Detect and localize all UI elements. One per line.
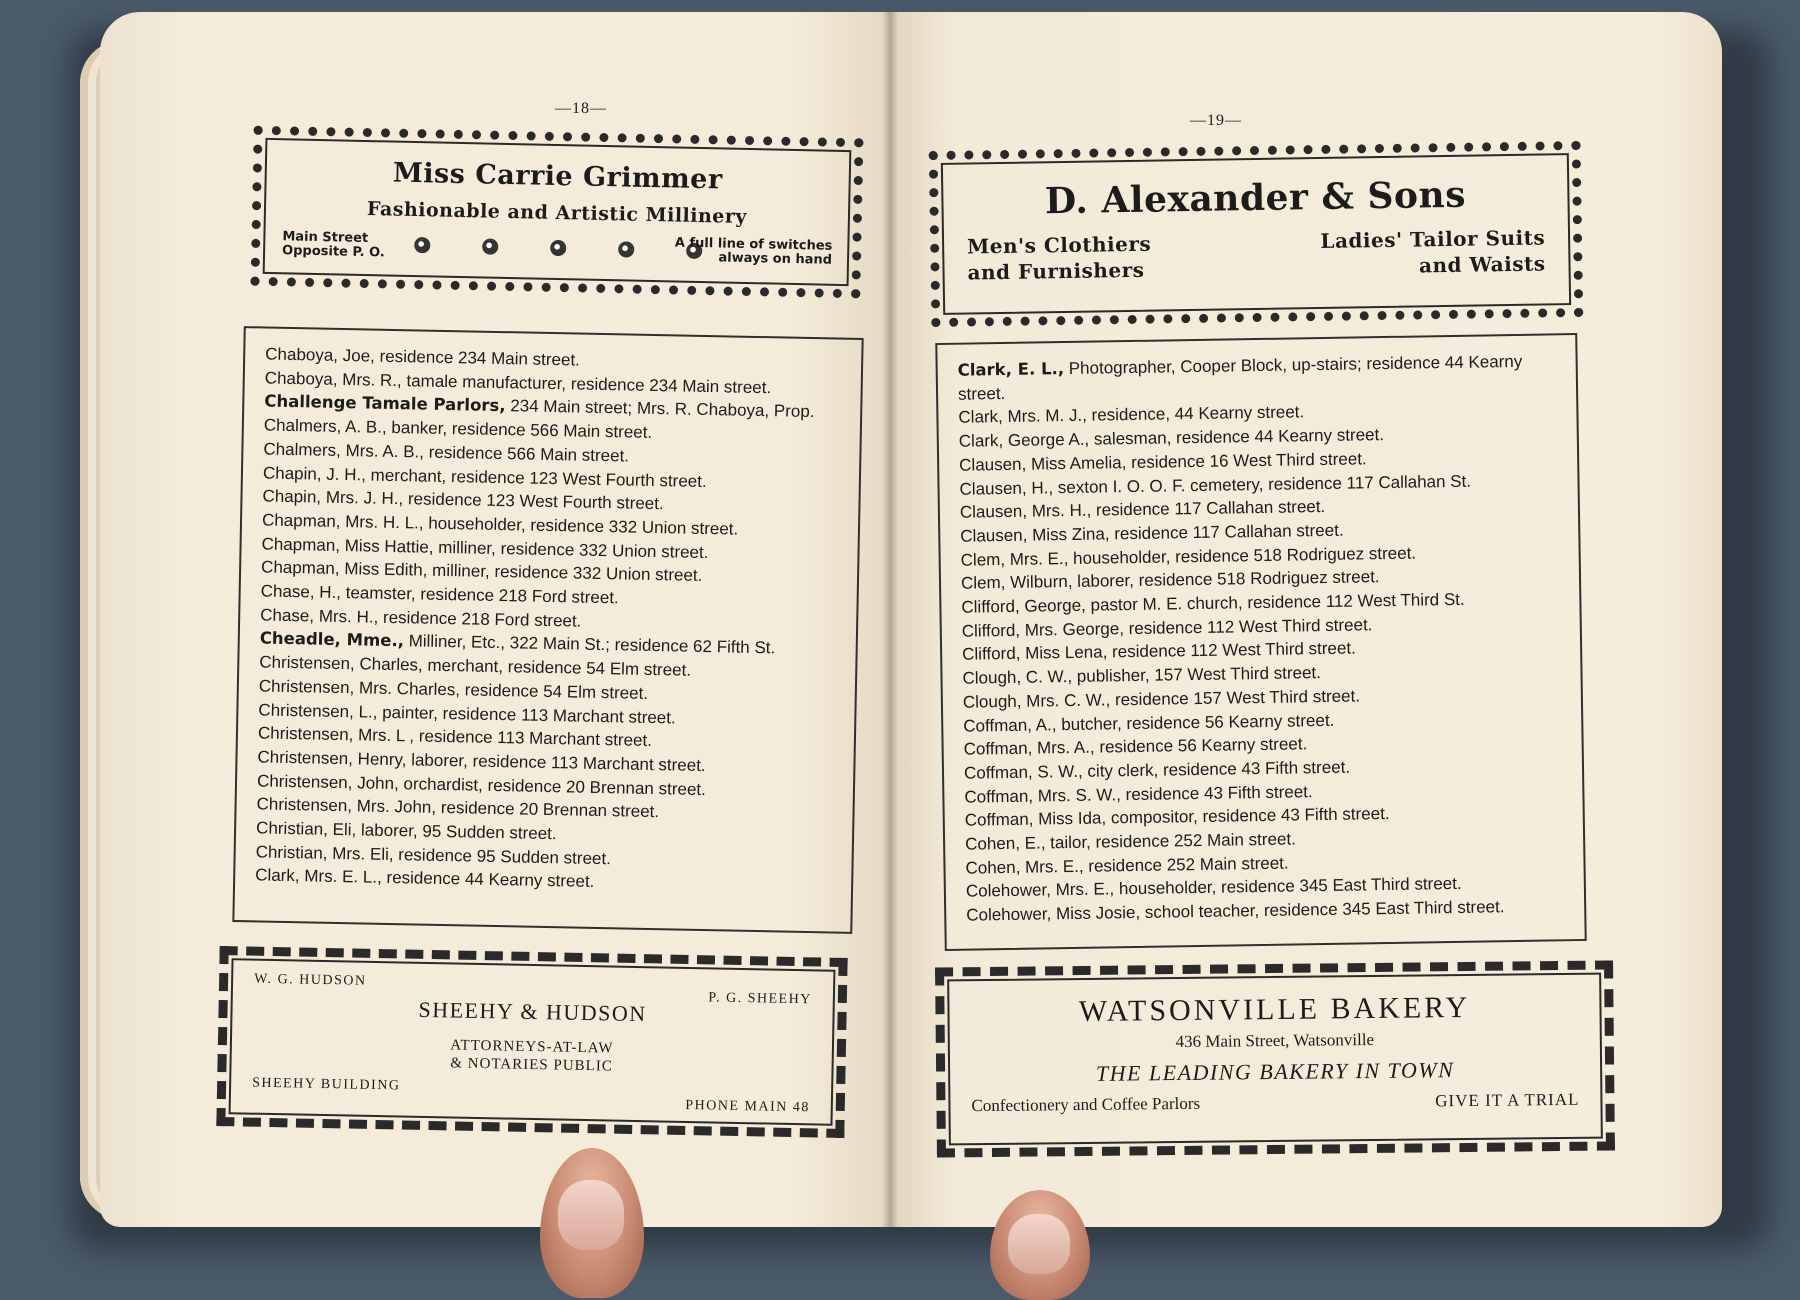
- firm-name: SHEEHY & HUDSON: [418, 996, 647, 1027]
- alexander-ad: [929, 141, 1584, 327]
- grimmer-note-line2: always on hand: [718, 250, 833, 268]
- directory-entry: Clough, C. W., publisher, 157 West Third street.: [962, 663, 1322, 688]
- directory-entry: Cohen, Mrs. E., residence 252 Main street.: [965, 853, 1289, 878]
- directory-entry-bold-name: Cheadle, Mme.,: [259, 628, 405, 651]
- alexander-left-line2: and Furnishers: [967, 257, 1145, 285]
- right-listing-box: [935, 333, 1586, 951]
- directory-entry: Chaboya, Joe, residence 234 Main street.: [265, 344, 581, 370]
- bakery-name: WATSONVILLE BAKERY: [1078, 990, 1471, 1029]
- directory-entry: Clark, George A., salesman, residence 44 Kearny street.: [958, 425, 1385, 451]
- partner-right: P. G. SHEEHY: [708, 990, 813, 1008]
- directory-entry-bold-name: Clark, E. L.,: [957, 359, 1065, 380]
- directory-entry: Clausen, Mrs. H., residence 117 Callahan street.: [959, 497, 1326, 522]
- partner-left: W. G. HUDSON: [254, 971, 367, 989]
- directory-entry: Clifford, George, pastor M. E. church, residence 112 West Third St.: [961, 589, 1465, 617]
- directory-entry: Christensen, Mrs. Charles, residence 54 Elm street.: [258, 676, 649, 703]
- firm-line2: & NOTARIES PUBLIC: [450, 1055, 613, 1075]
- directory-entry: Coffman, S. W., city clerk, residence 43 Fifth street.: [963, 757, 1351, 783]
- directory-entry: Clausen, Miss Zina, residence 117 Callahan street.: [960, 520, 1344, 546]
- directory-entry: Chapin, J. H., merchant, residence 123 West Fourth street.: [262, 463, 707, 491]
- directory-entry-details: Milliner, Etc., 322 Main St.; residence 62 Fifth St.: [403, 631, 776, 658]
- directory-entry: Coffman, Miss Ida, compositor, residence 43 Fifth street.: [964, 804, 1390, 831]
- directory-entry: Chaboya, Mrs. R., tamale manufacturer, residence 234 Main street.: [264, 368, 772, 397]
- right-page: [890, 12, 1722, 1227]
- directory-entry: Clough, Mrs. C. W., residence 157 West Third street.: [962, 686, 1361, 712]
- directory-entry: Clausen, Miss Amelia, residence 16 West Third street.: [959, 449, 1367, 475]
- directory-entry: Chalmers, Mrs. A. B., residence 566 Main street.: [263, 439, 630, 466]
- directory-entry: Clark, Mrs. E. L., residence 44 Kearny street.: [255, 865, 595, 892]
- directory-entry: Clem, Mrs. E., householder, residence 518 Rodriguez street.: [960, 543, 1417, 570]
- bakery-left-text: Confectionery and Coffee Parlors: [971, 1093, 1201, 1116]
- directory-entry: Coffman, A., butcher, residence 56 Kearny street.: [963, 710, 1335, 736]
- directory-entry: Coffman, Mrs. A., residence 56 Kearny street.: [963, 734, 1308, 759]
- directory-entry: Christensen, John, orchardist, residence 20 Brennan street.: [256, 771, 707, 799]
- grimmer-ad: [250, 126, 863, 299]
- grimmer-address-line1: Main Street: [282, 229, 369, 247]
- directory-entry: Christensen, L., painter, residence 113 Marchant street.: [258, 700, 676, 728]
- grimmer-tagline: Fashionable and Artistic Millinery: [366, 198, 748, 228]
- directory-entry: Clifford, Miss Lena, residence 112 West Third street.: [962, 638, 1356, 665]
- page-number-right: —19—: [1190, 112, 1242, 129]
- directory-entry: Clausen, H., sexton I. O. O. F. cemetery, residence 117 Callahan St.: [959, 471, 1472, 499]
- bakery-ad: [935, 960, 1615, 1157]
- directory-entry: Colehower, Mrs. E., householder, residence 345 East Third street.: [965, 874, 1462, 902]
- directory-entry: Chase, Mrs. H., residence 218 Ford street.: [260, 605, 582, 631]
- directory-entry: Christensen, Mrs. John, residence 20 Brennan street.: [256, 794, 660, 822]
- right-thumbnail: [1008, 1214, 1070, 1274]
- directory-entry: Chapman, Miss Hattie, milliner, residence 332 Union street.: [261, 534, 709, 562]
- directory-entry: Cohen, E., tailor, residence 252 Main street.: [964, 829, 1296, 854]
- directory-entry: Christian, Eli, laborer, 95 Sudden street.: [255, 818, 557, 844]
- directory-entry: Colehower, Miss Josie, school teacher, residence 345 East Third street.: [966, 897, 1505, 925]
- directory-entry: Coffman, Mrs. S. W., residence 43 Fifth street.: [964, 781, 1313, 807]
- firm-phone: PHONE MAIN 48: [685, 1097, 810, 1116]
- directory-entry: Christensen, Henry, laborer, residence 113 Marchant street.: [257, 747, 706, 776]
- directory-entry: Clem, Wilburn, laborer, residence 518 Rodriguez street.: [960, 567, 1380, 594]
- directory-entry-details: Photographer, Cooper Block, up-stairs; residence 44 Kearny street.: [957, 351, 1523, 404]
- left-page: [100, 12, 890, 1227]
- left-listing-box: [232, 326, 863, 934]
- directory-entry: Chapman, Mrs. H. L., householder, residence 332 Union street.: [261, 510, 739, 539]
- directory-entry: Christian, Mrs. Eli, residence 95 Sudden street.: [255, 842, 612, 869]
- directory-entry: Chalmers, A. B., banker, residence 566 Main street.: [263, 415, 653, 443]
- directory-entry: Christensen, Mrs. L , residence 113 Marchant street.: [257, 723, 653, 751]
- grimmer-name: Miss Carrie Grimmer: [392, 157, 723, 196]
- directory-entry: Chase, H., teamster, residence 218 Ford street.: [260, 581, 619, 608]
- grimmer-address-line2: Opposite P. O.: [281, 243, 385, 261]
- bakery-address: 436 Main Street, Watsonville: [1175, 1029, 1375, 1052]
- alexander-name: D. Alexander & Sons: [1044, 173, 1467, 223]
- bakery-slogan: THE LEADING BAKERY IN TOWN: [1095, 1057, 1455, 1086]
- directory-entry: Clifford, Mrs. George, residence 112 West Third street.: [961, 614, 1373, 641]
- grimmer-note-line1: A full line of switches: [674, 235, 833, 254]
- left-entries-list: [255, 343, 841, 899]
- firm-line1: ATTORNEYS-AT-LAW: [450, 1037, 614, 1057]
- sheehy-hudson-ad: [216, 946, 847, 1138]
- directory-entry-details: 234 Main street; Mrs. R. Chaboya, Prop.: [505, 396, 815, 422]
- page-number-left: —18—: [555, 100, 607, 117]
- directory-entry: Christensen, Charles, merchant, residence 54 Elm street.: [259, 652, 692, 680]
- book-gutter: [882, 12, 898, 1227]
- alexander-right-line1: Ladies' Tailor Suits: [1320, 225, 1546, 253]
- directory-entry-bold-name: Challenge Tamale Parlors,: [264, 391, 506, 416]
- firm-building: SHEEHY BUILDING: [252, 1075, 401, 1094]
- directory-entry: Chapin, Mrs. J. H., residence 123 West Fourth street.: [262, 486, 664, 514]
- alexander-right-line2: and Waists: [1418, 251, 1546, 278]
- left-thumbnail: [558, 1180, 624, 1250]
- directory-entry: Clark, Mrs. M. J., residence, 44 Kearny street.: [958, 402, 1305, 428]
- alexander-left-line1: Men's Clothiers: [966, 231, 1152, 259]
- bakery-right-text: GIVE IT A TRIAL: [1435, 1089, 1580, 1111]
- directory-entry: Chapman, Miss Edith, milliner, residence 332 Union street.: [260, 557, 703, 586]
- right-entries-list: [958, 349, 1565, 927]
